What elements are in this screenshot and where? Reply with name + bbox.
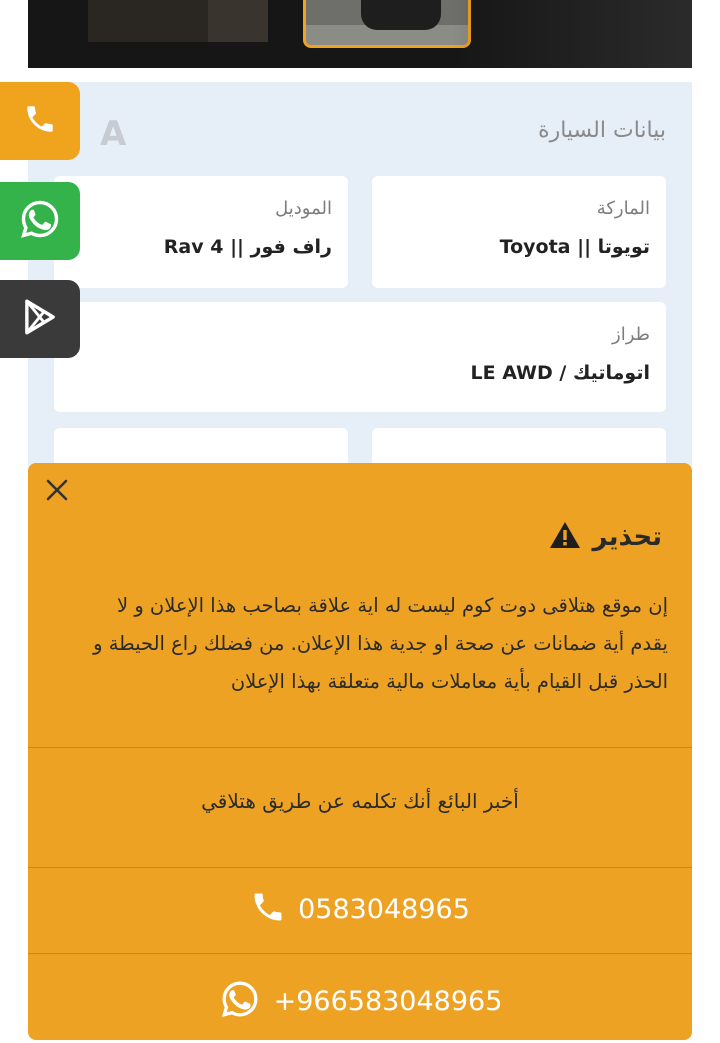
phone-icon — [23, 102, 57, 140]
close-icon — [46, 479, 68, 505]
spec-value: راف فور || Rav 4 — [163, 236, 332, 258]
gallery-image[interactable] — [88, 0, 208, 42]
gallery-image[interactable] — [208, 0, 268, 42]
whatsapp-link[interactable] — [28, 977, 692, 1025]
phone-call-link[interactable] — [28, 889, 692, 929]
spec-label: طراز — [612, 324, 650, 345]
thumbnail-object — [361, 0, 441, 30]
whatsapp-number: +966583048965 — [273, 985, 503, 1017]
spec-card-brand — [372, 176, 666, 288]
warning-triangle-icon — [549, 521, 581, 553]
specs-letter: A — [100, 114, 127, 154]
gallery-fade — [452, 0, 692, 68]
phone-number: 0583048965 — [298, 893, 470, 925]
play-store-icon — [19, 296, 61, 342]
warning-dialog — [28, 463, 692, 1040]
spec-label: الماركة — [596, 198, 650, 219]
call-button[interactable] — [0, 82, 80, 160]
warning-title: تحذير — [592, 522, 662, 552]
play-store-button[interactable] — [0, 280, 80, 358]
spec-label: الموديل — [275, 198, 332, 219]
close-button[interactable] — [42, 477, 72, 507]
whatsapp-button[interactable] — [0, 182, 80, 260]
spec-value: تويوتا || Toyota — [499, 236, 650, 258]
car-specs-panel — [28, 82, 692, 502]
whatsapp-icon — [218, 977, 262, 1025]
divider — [28, 747, 692, 748]
whatsapp-icon — [17, 196, 63, 246]
divider — [28, 867, 692, 868]
spec-value: اتوماتيك / LE AWD — [470, 362, 650, 384]
specs-title: بيانات السيارة — [538, 118, 666, 143]
gallery-thumbnail-active[interactable] — [303, 0, 471, 48]
tell-seller-note: أخبر البائع أنك تكلمه عن طريق هتلاقي — [201, 789, 519, 813]
warning-message: إن موقع هتلاقى دوت كوم ليست له اية علاقة بصاحب هذا الإعلان و لا يقدم أية ضمانات عن صحة او جدية هذا الإعلان. من فضلك راع الحيطة و الحذر قبل القيام بأية معاملات مالية متعلقة بهذا الإعلان — [93, 594, 668, 693]
phone-icon — [250, 889, 286, 929]
spec-card-trim — [54, 302, 666, 412]
image-gallery[interactable] — [28, 0, 692, 68]
spec-card-model — [54, 176, 348, 288]
warning-header — [549, 521, 662, 553]
divider — [28, 953, 692, 954]
